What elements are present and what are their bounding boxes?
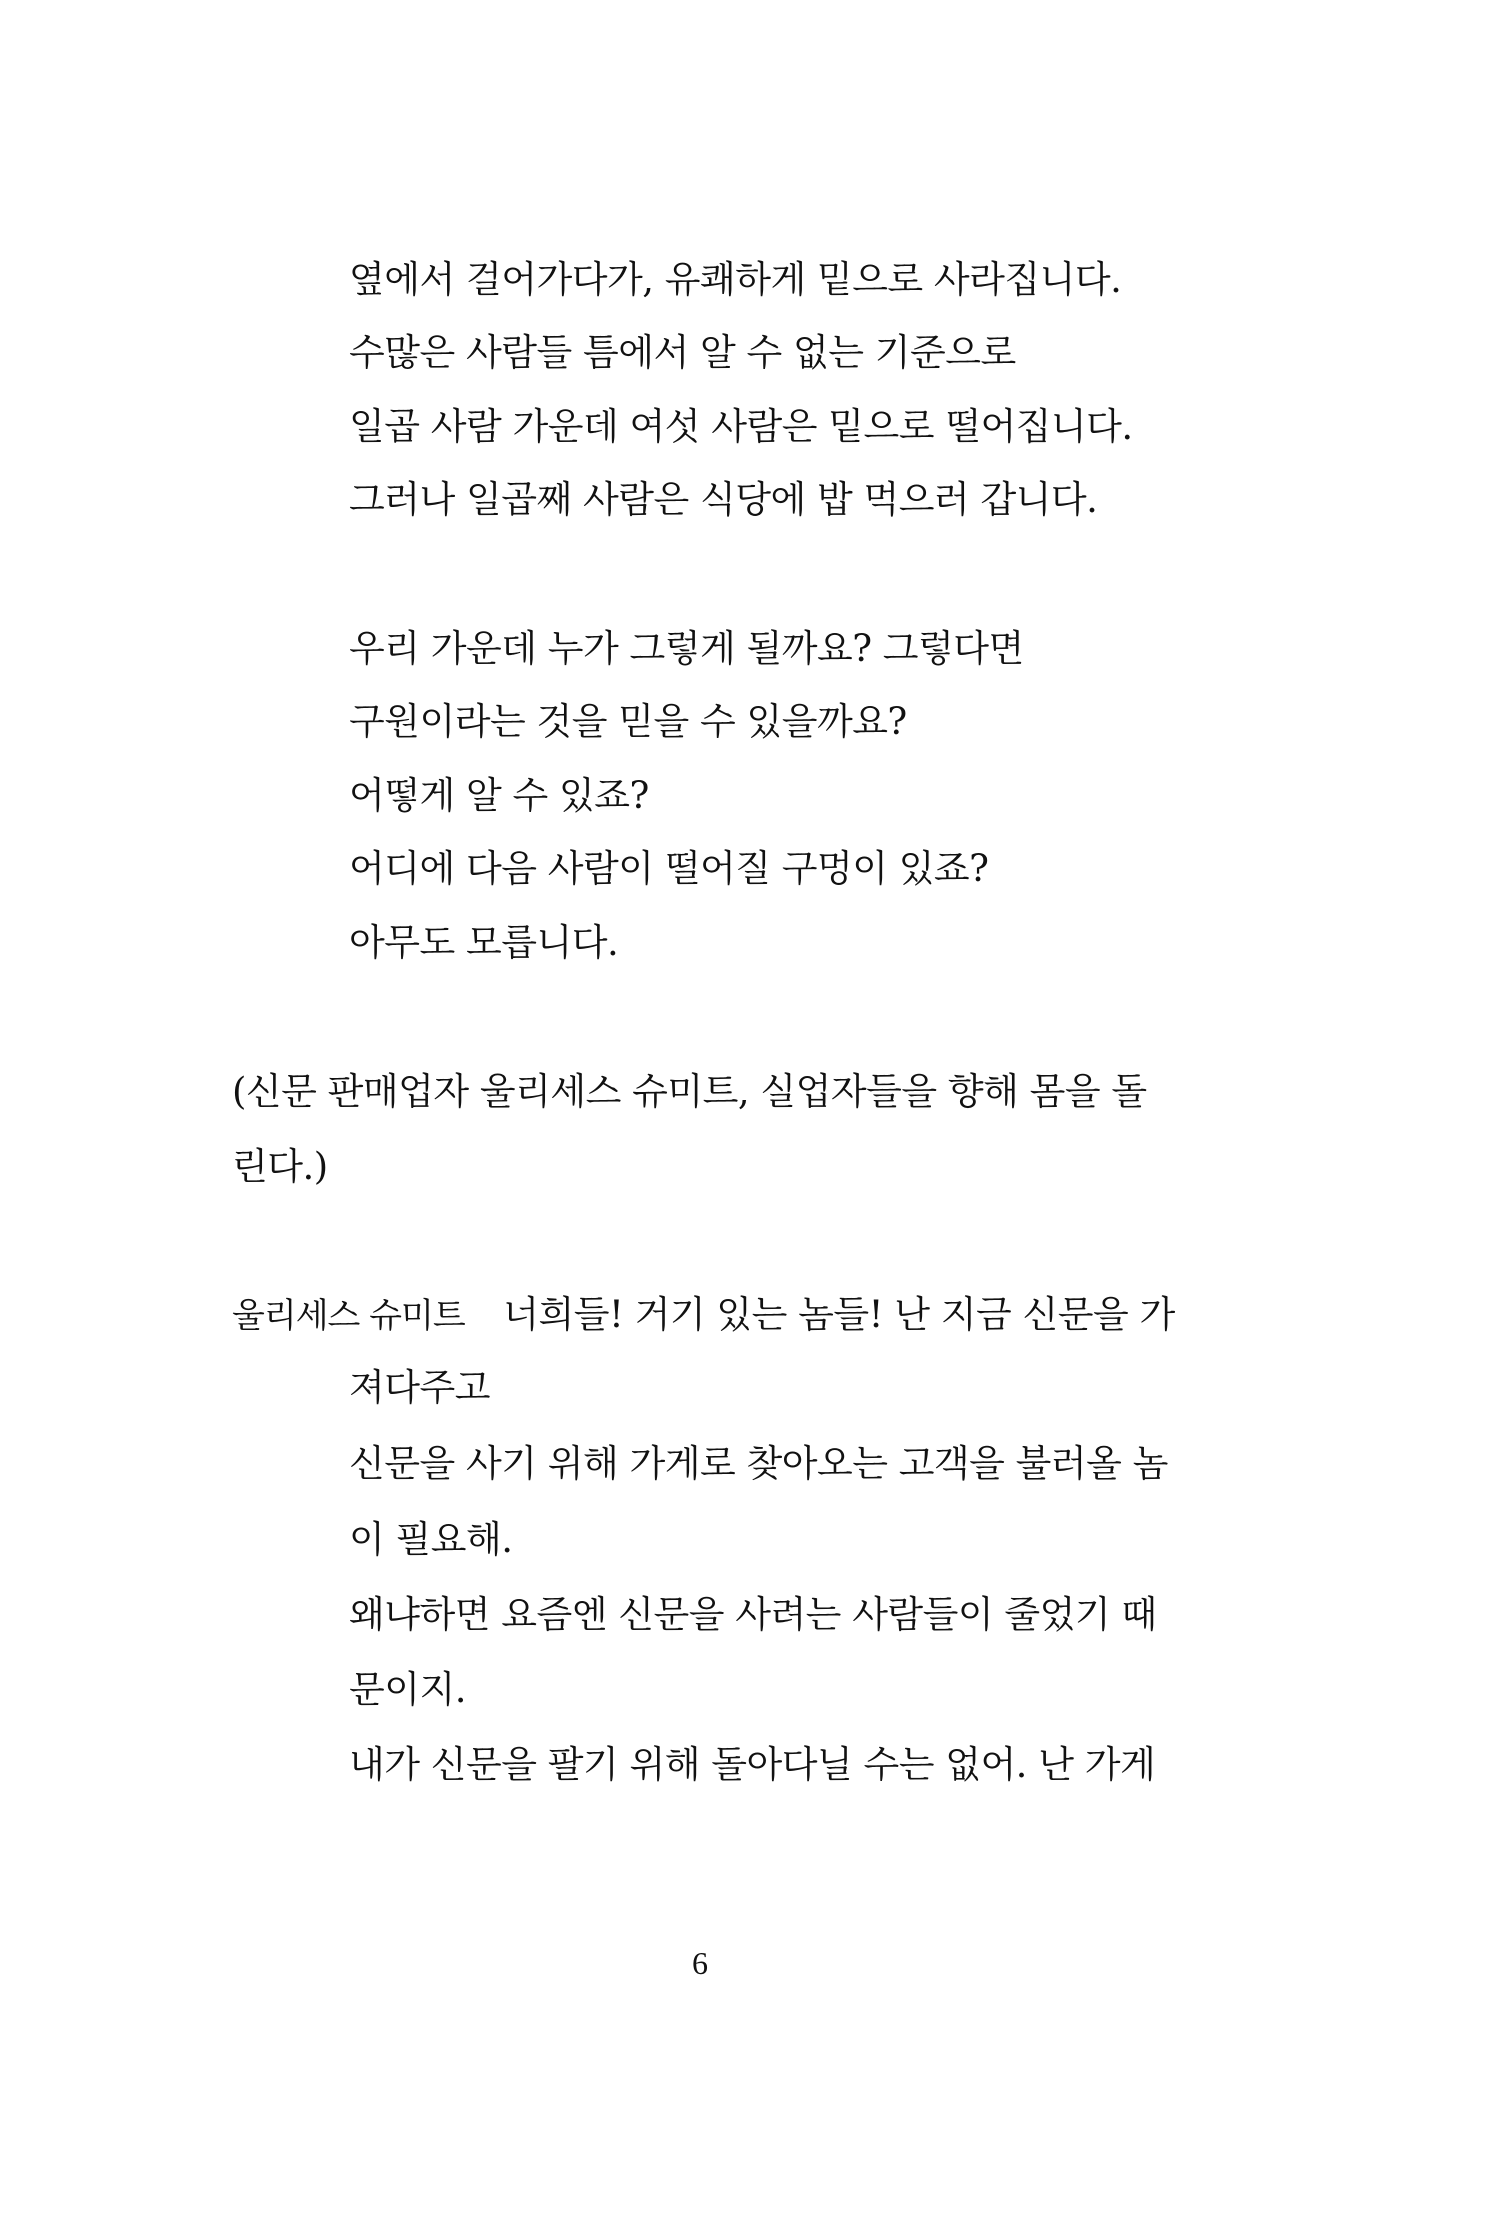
dialogue-line: 져다주고: [349, 1366, 490, 1409]
verse-line: 아무도 모릅니다.: [349, 921, 619, 964]
verse-line: 수많은 사람들 틈에서 알 수 없는 기준으로: [349, 331, 1016, 374]
verse-line: 어떻게 알 수 있죠?: [349, 774, 649, 817]
verse-line: 옆에서 걸어가다가, 유쾌하게 밑으로 사라집니다.: [349, 258, 1122, 301]
dialogue-first-line: [232, 1291, 1175, 1340]
verse-line: 구원이라는 것을 믿을 수 있을까요?: [349, 700, 907, 743]
dialogue-line: 신문을 사기 위해 가게로 찾아오는 고객을 불러올 놈: [349, 1442, 1168, 1485]
dialogue-line: 왜냐하면 요즘엔 신문을 사려는 사람들이 줄었기 때: [349, 1593, 1157, 1636]
verse-line: 그러나 일곱째 사람은 식당에 밥 먹으러 갑니다.: [349, 478, 1098, 521]
dialogue-line: 문이지.: [349, 1668, 466, 1711]
dialogue-text: 너희들! 거기 있는 놈들! 난 지금 신문을 가: [503, 1293, 1175, 1336]
stage-direction-line: (신문 판매업자 울리세스 슈미트, 실업자들을 향해 몸을 돌: [232, 1070, 1147, 1113]
stage-direction-line: 린다.): [232, 1145, 328, 1188]
verse-line: 일곱 사람 가운데 여섯 사람은 밑으로 떨어집니다.: [349, 405, 1133, 448]
dialogue-line: 이 필요해.: [349, 1518, 513, 1561]
dialogue-line: 내가 신문을 팔기 위해 돌아다닐 수는 없어. 난 가게: [349, 1743, 1156, 1786]
verse-line: 어디에 다음 사람이 떨어질 구멍이 있죠?: [349, 847, 989, 890]
page-number: 6: [692, 1945, 708, 1981]
speaker-name: 울리세스 슈미트: [232, 1296, 465, 1336]
verse-line: 우리 가운데 누가 그렇게 될까요? 그렇다면: [349, 627, 1024, 670]
